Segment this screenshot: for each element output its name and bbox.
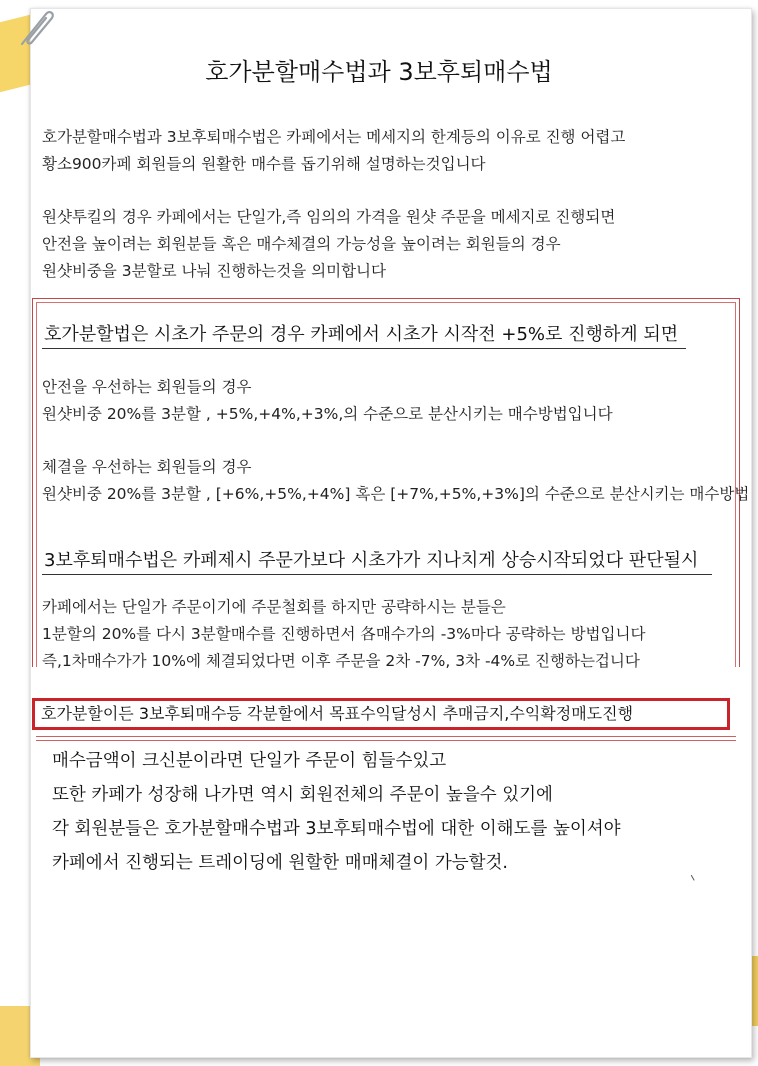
text-line: 즉,1차매수가가 10%에 체결되었다면 이후 주문을 2차 -7%, 3차 -4%로 진행하는겁니다 [42,652,640,670]
heading-underline [42,348,686,349]
text-line: 안전을 우선하는 회원들의 경우 [42,378,252,396]
closing-paragraph [52,744,621,880]
intro-paragraph [42,124,625,178]
fill-paragraph [42,454,749,508]
divider [36,736,736,737]
text-line: 카페에서 진행되는 트레이딩에 원할한 매매체결이 가능할것. [52,853,508,873]
text-line: 호가분할매수법과 3보후퇴매수법은 카페에서는 메세지의 한계등의 이유로 진행 어렵고 [42,128,626,146]
text-line: 안전을 높이려는 회원분들 혹은 매수체결의 가능성을 높이려는 회원들의 경우 [42,235,561,253]
text-line: 원샷비중 20%를 3분할 , +5%,+4%,+3%,의 수준으로 분산시키는 매수방법입니다 [42,405,613,423]
text-line: 원샷비중을 3분할로 나눠 진행하는것을 의미합니다 [42,262,387,280]
text-line: 각 회원분들은 호가분할매수법과 3보후퇴매수법에 대한 이해도를 높이셔야 [52,819,621,839]
text-line: 원샷투킬의 경우 카페에서는 단일가,즉 임의의 가격을 원샷 주문을 메세지로 진행되면 [42,208,616,226]
section-heading: 3보후퇴매수법은 카페제시 주문가보다 시초가가 지나치게 상승시작되었다 판단될시 [44,550,699,571]
safety-paragraph [42,374,613,428]
text-line: 또한 카페가 성장해 나가면 역시 회원전체의 주문이 높을수 있기에 [52,785,553,805]
method-paragraph [42,594,645,675]
divider [36,740,736,741]
text-line: 매수금액이 크신분이라면 단일가 주문이 힘들수있고 [52,751,447,771]
wonshot-paragraph [42,204,615,285]
text-line: 황소900카페 회원들의 원활한 매수를 돕기위해 설명하는것입니다 [42,155,486,173]
section-heading: 호가분할법은 시초가 주문의 경우 카페에서 시초가 시작전 +5%로 진행하게 되면 [44,324,679,345]
warning-banner: 호가분할이든 3보후퇴매수등 각분할에서 목표수익달성시 추매금지,수익확정매도진행 [32,698,730,730]
text-line: 원샷비중 20%를 3분할 , [+6%,+5%,+4%] 혹은 [+7%,+5%,+3%]의 수준으로 분산시키는 매수방법 [42,485,750,503]
text-line: 체결을 우선하는 회원들의 경우 [42,458,252,476]
page-title: 호가분할매수법과 3보후퇴매수법 [205,58,553,86]
paperclip-icon [12,4,60,52]
heading-underline [42,574,712,575]
text-line: 카페에서는 단일가 주문이기에 주문철회를 하지만 공략하시는 분들은 [42,598,506,616]
text-line: 1분할의 20%를 다시 3분할매수를 진행하면서 各매수가의 -3%마다 공략하는 방법입니다 [42,625,646,643]
